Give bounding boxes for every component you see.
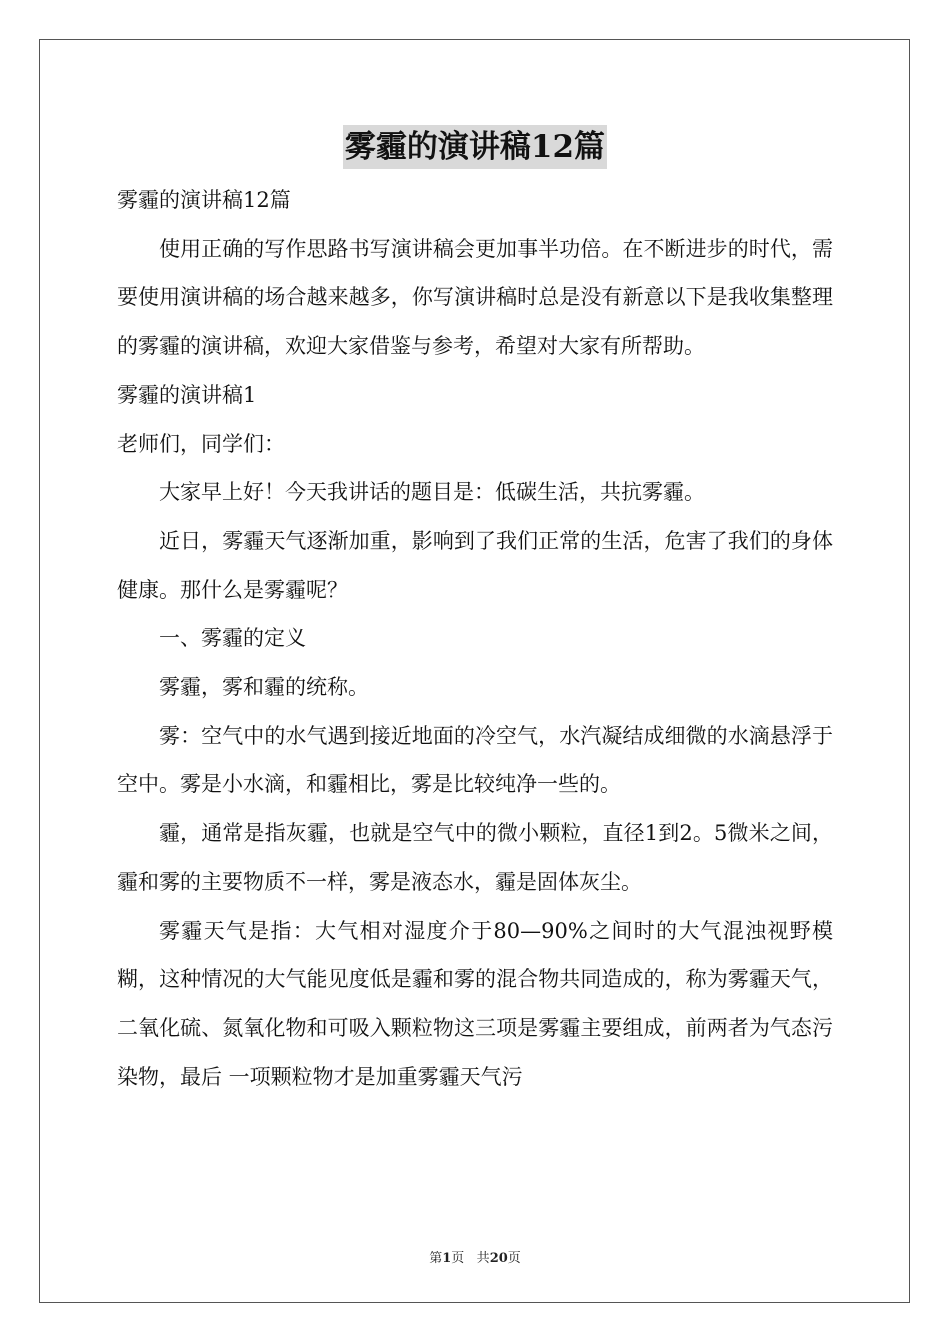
body-paragraph: 雾：空气中的水气遇到接近地面的冷空气，水汽凝结成细微的水滴悬浮于空中。雾是小水滴，和霾相比，雾是比较纯净一些的。 bbox=[117, 723, 833, 797]
body-paragraph: 近日，雾霾天气逐渐加重，影响到了我们正常的生活，危害了我们的身体健康。那什么是雾霾呢？ bbox=[117, 528, 833, 602]
total-page-count: 20 bbox=[489, 1251, 508, 1266]
total-prefix: 共 bbox=[476, 1251, 490, 1266]
body-paragraph: 雾霾，雾和霾的统称。 bbox=[159, 675, 369, 700]
total-suffix: 页 bbox=[507, 1251, 521, 1266]
section-heading: 雾霾的演讲稿1 bbox=[117, 382, 257, 407]
body-paragraph: 霾，通常是指灰霾，也就是空气中的微小颗粒，直径1到2。5微米之间，霾和雾的主要物质不一样，雾是液态水，霾是固体灰尘。 bbox=[117, 821, 833, 894]
subsection-heading: 一、雾霾的定义 bbox=[159, 626, 306, 651]
document-body bbox=[117, 176, 833, 1101]
salutation: 老师们，同学们： bbox=[117, 431, 285, 456]
body-paragraph: 大家早上好！今天我讲话的题目是：低碳生活，共抗雾霾。 bbox=[159, 480, 705, 505]
title-container bbox=[0, 125, 950, 169]
page-suffix: 页 bbox=[451, 1251, 465, 1266]
intro-paragraph: 使用正确的写作思路书写演讲稿会更加事半功倍。在不断进步的时代，需要使用演讲稿的场合越来越多，你写演讲稿时总是没有新意以下是我收集整理的雾霾的演讲稿，欢迎大家借鉴与参考，希望对大家有所帮助。 bbox=[117, 236, 833, 359]
current-page-number: 1 bbox=[442, 1251, 452, 1266]
subtitle-line: 雾霾的演讲稿12篇 bbox=[117, 188, 291, 212]
body-paragraph: 雾霾天气是指：大气相对湿度介于80—90%之间时的大气混浊视野模糊，这种情况的大气能见度低是霾和雾的混合物共同造成的，称为雾霾天气，二氧化硫、氮氧化物和可吸入颗粒物这三项是雾霾主要组成，前两者为气态污染物，最后 一项颗粒物才是加重雾霾天气污 bbox=[117, 918, 833, 1089]
page-prefix: 第 bbox=[429, 1251, 443, 1266]
page-footer bbox=[0, 1249, 950, 1269]
document-title: 雾霾的演讲稿12篇 bbox=[343, 125, 607, 169]
